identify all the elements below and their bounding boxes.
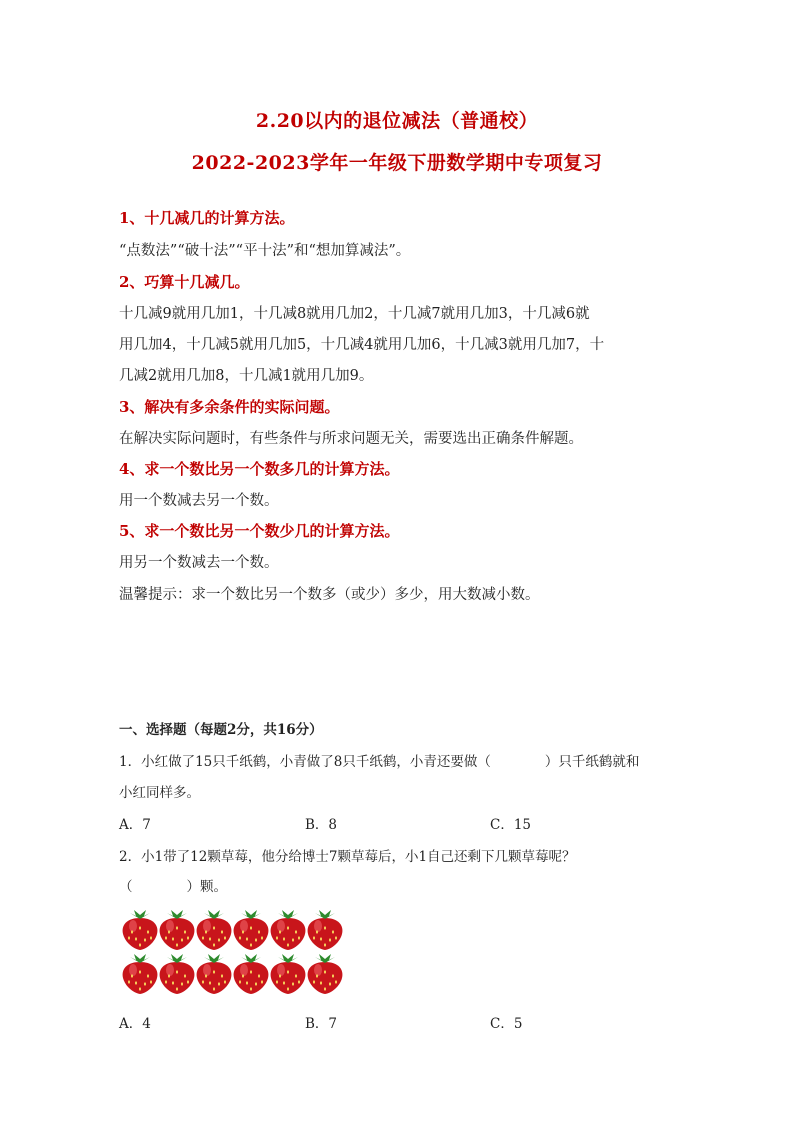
section-4-line-1: 用一个数减去另一个数。	[119, 493, 279, 509]
strawberry-icon	[160, 954, 195, 994]
question-2-option-a[interactable]: A．4	[119, 1016, 151, 1032]
strawberry-icon	[197, 954, 232, 994]
section-2-line-3: 几减2就用几加8，十几减1就用几加9。	[119, 368, 374, 384]
question-2-option-b[interactable]: B．7	[305, 1016, 338, 1032]
section-3-line-1: 在解决实际问题时，有些条件与所求问题无关，需要选出正确条件解题。	[119, 431, 583, 447]
question-1-option-c[interactable]: C．15	[490, 817, 532, 833]
strawberry-icon	[308, 910, 343, 950]
section-heading-3: 3、解决有多余条件的实际问题。	[119, 398, 340, 416]
strawberry-icon	[123, 910, 158, 950]
question-1-option-b[interactable]: B．8	[305, 817, 338, 833]
section-heading-2: 2、巧算十几减几。	[119, 273, 250, 291]
section-1-line-1: “点数法”“破十法”“平十法”和“想加算减法”。	[119, 243, 411, 259]
strawberry-icon	[197, 910, 232, 950]
strawberry-icon	[160, 910, 195, 950]
section-heading-4: 4、求一个数比另一个数多几的计算方法。	[119, 460, 400, 478]
strawberry-icon	[123, 954, 158, 994]
section-5-line-1: 用另一个数减去一个数。	[119, 555, 279, 571]
question-2-line-1: 2．小1带了12颗草莓，他分给博士7颗草莓后，小1自己还剩下几颗草莓呢？	[119, 849, 576, 865]
section-heading-5: 5、求一个数比另一个数少几的计算方法。	[119, 522, 400, 540]
strawberry-figure	[122, 906, 344, 994]
question-2-option-c[interactable]: C．5	[490, 1016, 523, 1032]
document-title: 2.20以内的退位减法（普通校）	[255, 110, 539, 132]
strawberry-icon	[271, 954, 306, 994]
strawberry-icon	[234, 954, 269, 994]
question-1-line-1: 1．小红做了15只千纸鹤，小青做了8只千纸鹤，小青还要做（ ）只千纸鹤就和	[119, 754, 640, 770]
strawberry-icon	[308, 954, 343, 994]
section-2-line-1: 十几减9就用几加1，十几减8就用几加2，十几减7就用几加3，十几减6就	[119, 306, 590, 322]
question-1-line-2: 小红同样多。	[119, 785, 200, 801]
question-1-option-a[interactable]: A．7	[119, 817, 151, 833]
strawberry-icon	[271, 910, 306, 950]
section-heading-1: 1、十几减几的计算方法。	[119, 209, 295, 227]
strawberry-icon	[234, 910, 269, 950]
section-2-line-2: 用几加4，十几减5就用几加5，十几减4就用几加6，十几减3就用几加7，十	[119, 337, 605, 353]
question-2-line-2: （ ）颗。	[119, 879, 227, 895]
part-1-title: 一、选择题（每题2分，共16分）	[119, 722, 323, 738]
document-subtitle: 2022-2023学年一年级下册数学期中专项复习	[191, 152, 603, 174]
tip-text: 温馨提示：求一个数比另一个数多（或少）多少，用大数减小数。	[119, 587, 540, 603]
